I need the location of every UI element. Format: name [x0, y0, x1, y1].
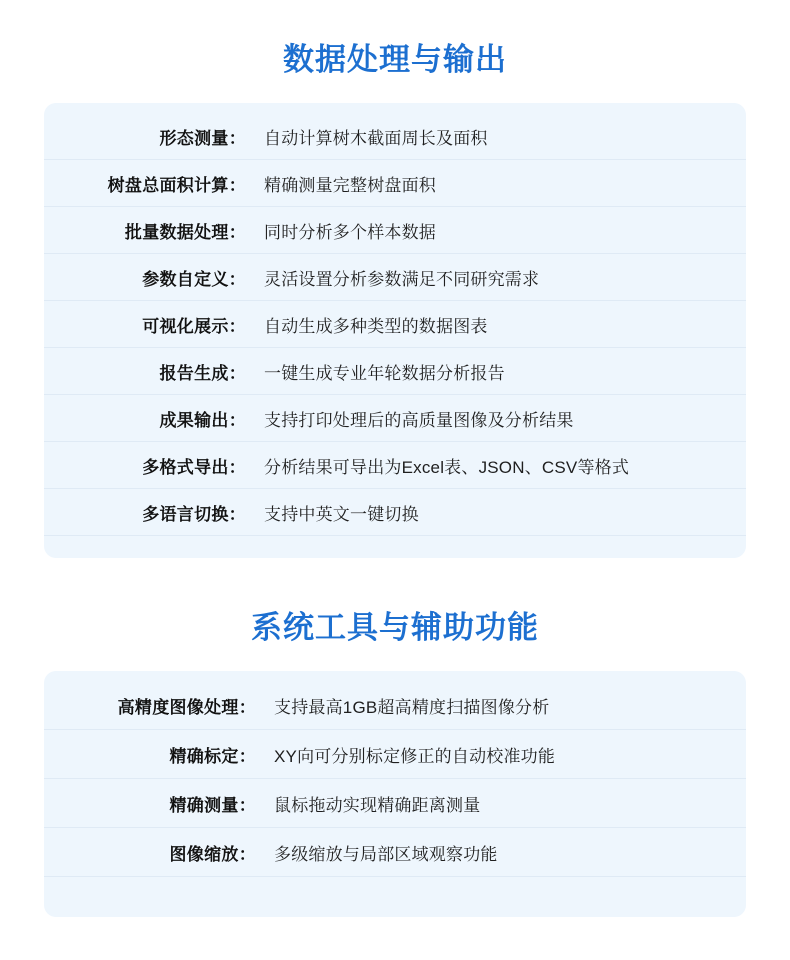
feature-description: 灵活设置分析参数满足不同研究需求 [264, 269, 540, 289]
feature-card-data-processing [44, 103, 746, 558]
feature-label: 成果输出： [159, 410, 246, 430]
list-item [44, 828, 746, 877]
feature-card-system-tools [44, 671, 746, 917]
feature-description: 精确测量完整树盘面积 [264, 175, 436, 195]
feature-label: 可视化展示： [142, 316, 246, 336]
list-item [44, 301, 746, 348]
feature-description: 多级缩放与局部区域观察功能 [274, 844, 498, 864]
feature-label: 多格式导出： [142, 457, 246, 477]
list-item [44, 395, 746, 442]
list-item [44, 489, 746, 536]
list-item [44, 113, 746, 160]
list-item [44, 160, 746, 207]
feature-description: 自动计算树木截面周长及面积 [264, 128, 488, 148]
feature-label: 树盘总面积计算： [107, 175, 246, 195]
feature-label: 高精度图像处理： [117, 697, 256, 717]
feature-description: XY向可分别标定修正的自动校准功能 [274, 746, 556, 766]
feature-description: 自动生成多种类型的数据图表 [264, 316, 488, 336]
list-item [44, 681, 746, 730]
list-item [44, 207, 746, 254]
feature-label: 多语言切换： [142, 504, 246, 524]
list-item [44, 348, 746, 395]
feature-label: 报告生成： [159, 363, 246, 383]
list-item [44, 779, 746, 828]
feature-description: 鼠标拖动实现精确距离测量 [274, 795, 481, 815]
feature-description: 支持中英文一键切换 [264, 504, 419, 524]
feature-label: 形态测量： [159, 128, 246, 148]
feature-label: 参数自定义： [142, 269, 246, 289]
list-item [44, 730, 746, 779]
feature-label: 图像缩放： [169, 844, 256, 864]
feature-description: 支持最高1GB超高精度扫描图像分析 [274, 697, 550, 717]
section-title: 数据处理与输出 [283, 42, 507, 77]
feature-description: 同时分析多个样本数据 [264, 222, 436, 242]
section-title: 系统工具与辅助功能 [251, 610, 539, 645]
feature-label: 精确测量： [169, 795, 256, 815]
feature-description: 一键生成专业年轮数据分析报告 [264, 363, 505, 383]
list-item [44, 254, 746, 301]
feature-label: 精确标定： [169, 746, 256, 766]
feature-label: 批量数据处理： [124, 222, 246, 242]
section-system-tools [0, 576, 790, 917]
feature-description: 支持打印处理后的高质量图像及分析结果 [264, 410, 574, 430]
list-item [44, 442, 746, 489]
section-divider-space [0, 558, 790, 576]
feature-description: 分析结果可导出为Excel表、JSON、CSV等格式 [264, 457, 630, 477]
